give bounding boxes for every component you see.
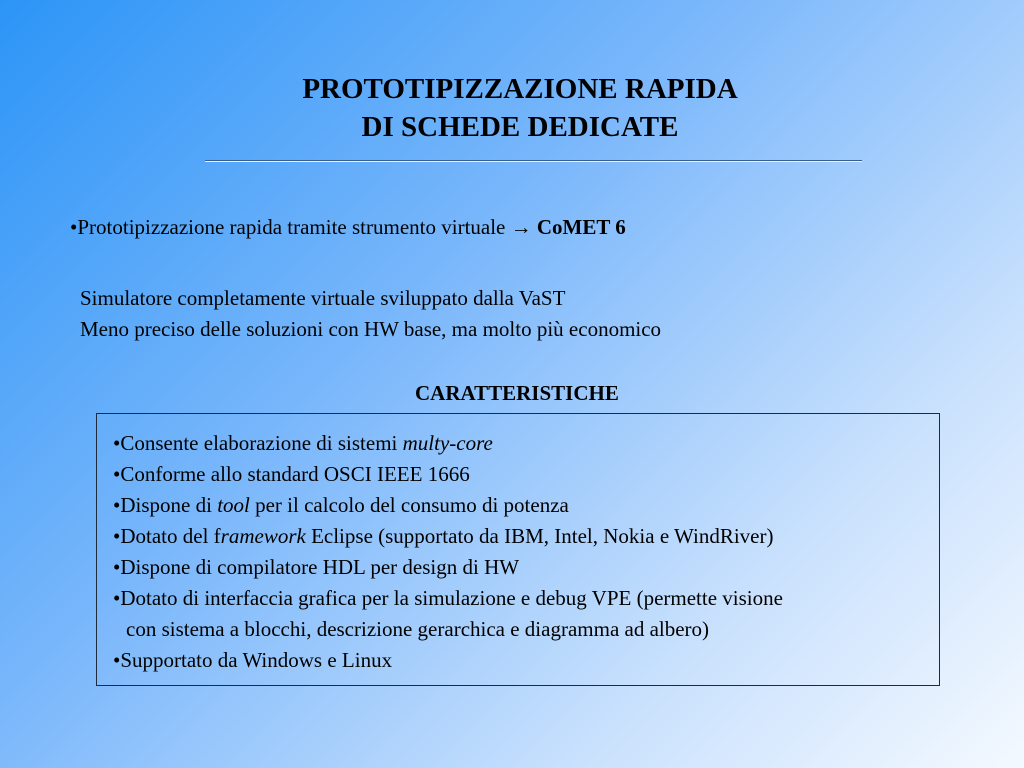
feature-emphasis: ramework (220, 524, 306, 548)
feature-text: •Dotato del f (113, 524, 221, 548)
bullet-mark: • (70, 215, 78, 239)
feature-emphasis: tool (217, 493, 250, 517)
feature-text: •Supportato da Windows e Linux (113, 648, 393, 672)
title-line-1: PROTOTIPIZZAZIONE RAPIDA (302, 73, 738, 105)
feature-text: •Dotato di interfaccia grafica per la simulazione e debug VPE (permette visione (113, 586, 783, 610)
features-box (96, 413, 940, 686)
feature-text: •Dispone di compilatore HDL per design di HW (113, 555, 520, 579)
feature-item (113, 645, 939, 676)
feature-item (113, 521, 939, 552)
feature-text: •Dispone di (113, 493, 218, 517)
feature-item (113, 459, 939, 490)
feature-text: •Conforme allo standard OSCI IEEE 1666 (113, 462, 470, 486)
feature-text-continuation: con sistema a blocchi, descrizione gerarchica e diagramma ad albero) (126, 617, 710, 641)
feature-text: per il calcolo del consumo di potenza (249, 493, 569, 517)
feature-emphasis: multy-core (402, 431, 493, 455)
title-line-2: DI SCHEDE DEDICATE (361, 111, 679, 143)
feature-text: •Consente elaborazione di sistemi (113, 431, 403, 455)
feature-item (113, 490, 939, 521)
product-name: CoMET 6 (536, 215, 626, 239)
feature-item (113, 552, 939, 583)
slide-title (205, 70, 835, 146)
description-line-2: Meno preciso delle soluzioni con HW base, ma molto più economico (80, 317, 662, 341)
feature-item (113, 428, 939, 459)
feature-text: Eclipse (supportato da IBM, Intel, Nokia e WindRiver) (305, 524, 774, 548)
arrow-right-icon: → (510, 215, 532, 239)
description (80, 283, 661, 345)
description-line-1: Simulatore completamente virtuale sviluppato dalla VaST (80, 286, 566, 310)
section-heading: CARATTERISTICHE (415, 381, 619, 405)
main-bullet (70, 214, 626, 240)
feature-item (113, 583, 939, 645)
main-bullet-text: Prototipizzazione rapida tramite strumento virtuale (77, 215, 511, 239)
title-divider (205, 160, 862, 162)
